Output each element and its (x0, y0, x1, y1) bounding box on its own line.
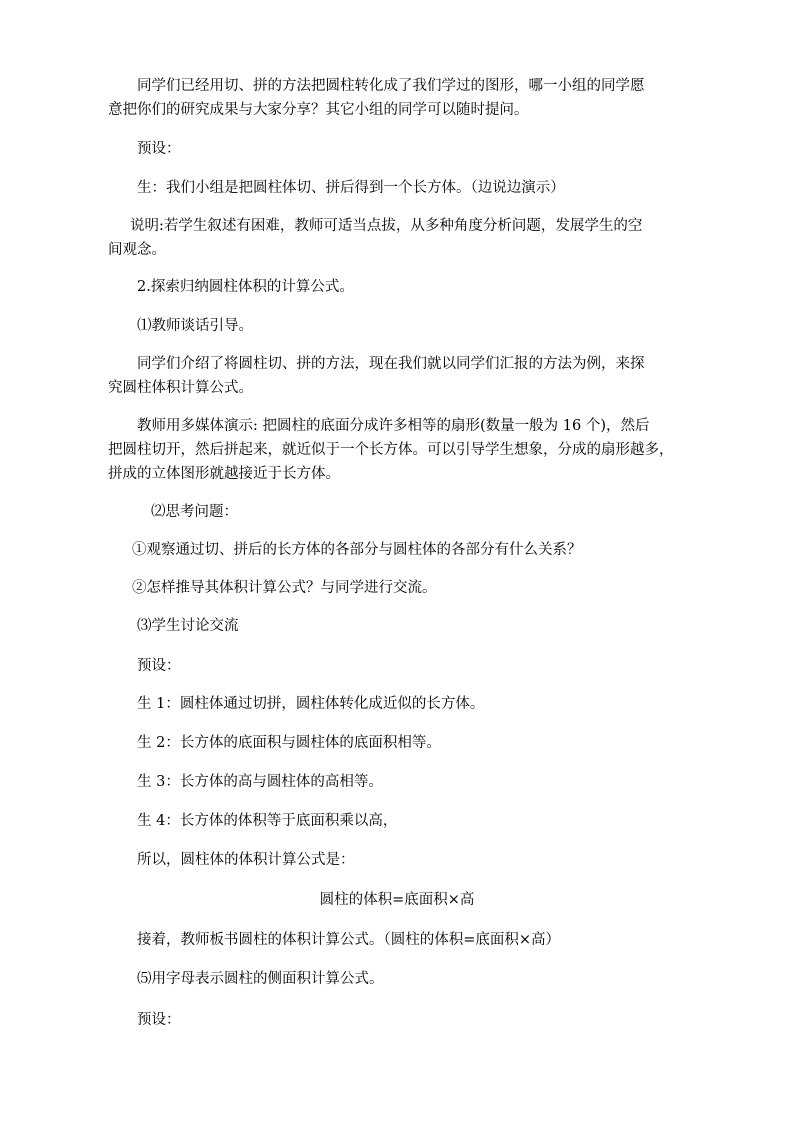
paragraph-7-line-2: 究圆柱体积计算公式。 (108, 380, 253, 396)
paragraph-10-line-1: ①观察通过切、拼后的长方体的各部分与圆柱体的各部分有什么关系？ (132, 542, 582, 558)
paragraph-8-line-3: 拼成的立体图形就越接近于长方体。 (108, 466, 340, 482)
formula-line: 圆柱的体积=底面积×高 (319, 892, 475, 908)
paragraph-5-line-1: 2.探索归纳圆柱体积的计算公式。 (137, 279, 354, 295)
paragraph-2-line-1: 预设： (137, 141, 181, 157)
paragraph-12-line-1: ⑶学生讨论交流 (137, 618, 239, 634)
paragraph-13-line-1: 预设： (137, 658, 181, 674)
paragraph-1-line-1: 同学们已经用切、拼的方法把圆柱转化成了我们学过的图形，哪一小组的同学愿 (137, 78, 645, 94)
paragraph-8-line-1: 教师用多媒体演示: 把圆柱的底面分成许多相等的扇形(数量一般为 16 个)，然后 (137, 418, 650, 434)
paragraph-1-line-2: 意把你们的研究成果与大家分享？其它小组的同学可以随时提问。 (108, 102, 529, 118)
paragraph-16-line-1: 生 3：长方体的高与圆柱体的高相等。 (137, 774, 383, 790)
paragraph-6-line-1: ⑴教师谈话引导。 (137, 318, 253, 334)
paragraph-11-line-1: ②怎样推导其体积计算公式？与同学进行交流。 (132, 580, 437, 596)
paragraph-4-line-2: 间观念。 (108, 242, 166, 258)
paragraph-8-line-2: 把圆柱切开，然后拼起来，就近似于一个长方体。可以引导学生想象，分成的扇形越多， (108, 442, 674, 458)
paragraph-9-line-1: ⑵思考问题： (151, 504, 238, 520)
paragraph-18-line-1: 所以，圆柱体的体积计算公式是： (137, 852, 355, 868)
paragraph-15-line-1: 生 2：长方体的底面积与圆柱体的底面积相等。 (137, 735, 441, 751)
paragraph-7-line-1: 同学们介绍了将圆柱切、拼的方法，现在我们就以同学们汇报的方法为例，来探 (137, 356, 645, 372)
paragraph-4-line-1: 说明:若学生叙述有困难，教师可适当点拔，从多种角度分析问题，发展学生的空 (130, 218, 643, 234)
paragraph-21-line-1: ⑸用字母表示圆柱的侧面积计算公式。 (137, 971, 384, 987)
paragraph-3-line-1: 生：我们小组是把圆柱体切、拼后得到一个长方体。（边说边演示） (137, 180, 565, 196)
paragraph-20-line-1: 接着，教师板书圆柱的体积计算公式。（圆柱的体积=底面积×高） (137, 932, 561, 948)
paragraph-17-line-1: 生 4：长方体的体积等于底面积乘以高， (137, 813, 398, 829)
paragraph-22-line-1: 预设： (137, 1012, 181, 1028)
paragraph-14-line-1: 生 1：圆柱体通过切拼，圆柱体转化成近似的长方体。 (137, 696, 485, 712)
